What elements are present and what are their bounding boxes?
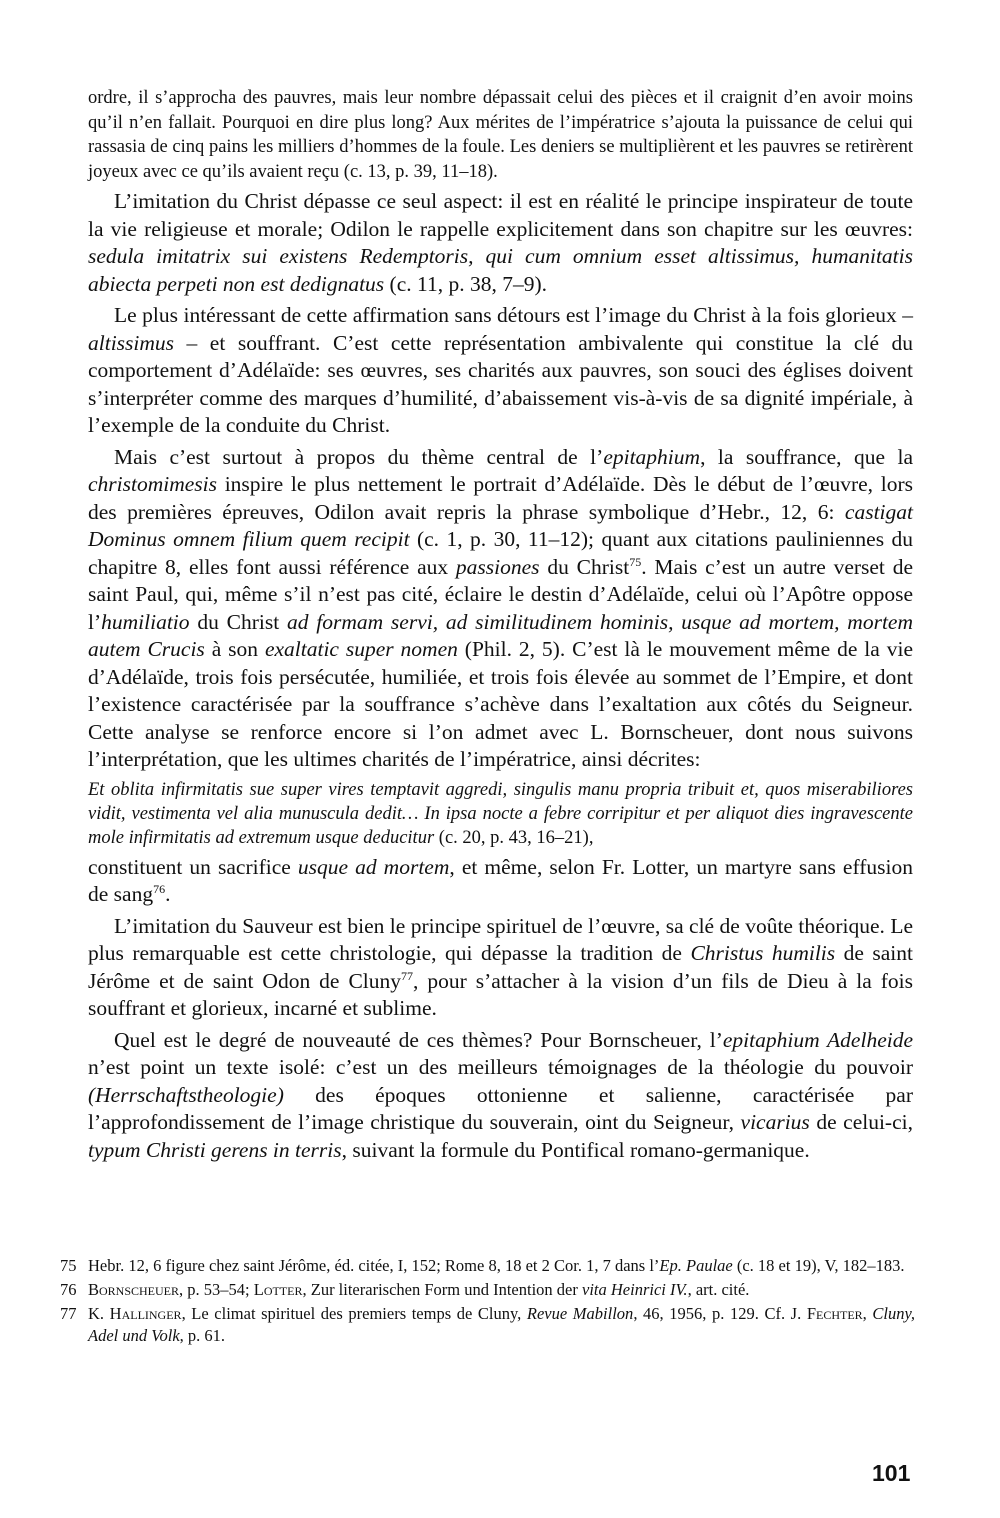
text-run: , suivant la formule du Pontifical romano-germanique. xyxy=(341,1137,810,1162)
text-run: , xyxy=(862,1304,873,1323)
text-run: (c. 1, p. 30, 11–12); quant aux citations pauliniennes du chapitre 8, elles font aussi référence aux xyxy=(88,527,913,579)
text-run: de saint Jérôme et de saint Odon de Cluny xyxy=(88,941,914,993)
footnote-text xyxy=(88,1303,915,1347)
text-run: (Phil. 2, 5). C’est là le mouvement même de la vie d’Adélaïde, trois fois persécutée, humiliée, et trois fois élevée au sommet de l’Empire, et dont l’existence caractérisée par la souffrance s’achève dans l’exaltation aux côtés du Seigneur. Cette analyse se renforce encore si l’on admet avec L. Bornscheuer, dont nous suivons l’interprétation, que les ultimes charités de l’impératrice, ainsi décrites: xyxy=(88,637,913,771)
italic-run: usque ad mortem xyxy=(297,854,450,879)
text-run: (c. 18 et 19), V, 182–183. xyxy=(732,1256,905,1275)
text-run: des époques ottonienne et salienne, caractérisée par l’approfondissement de l’image christique du souverain, oint du Seigneur, xyxy=(88,1082,913,1134)
italic-run: christomimesis xyxy=(88,472,217,496)
text-run: – et souffrant. C’est cette représentation ambivalente qui constitue la clé du comportement d’Adélaïde: ses œuvres, ses charités aux pauvres, son souci des églises doivent s’interpréter comme des marques d’humilité, d’abaissement vis-à-vis de sa dignité impériale, à l’exemple de la conduite du Christ. xyxy=(88,330,913,437)
paragraph-sacrifice xyxy=(88,854,913,909)
italic-run: altissimus xyxy=(88,330,175,355)
text-run: inspire le plus nettement le portrait d’Adélaïde. Dès le début de l’œuvre, lors des premières épreuves, Odilon avait repris la phrase symbolique d’Hebr., 12, 6: xyxy=(88,472,913,524)
text-run: , Zur literarischen Form und Intention der xyxy=(302,1280,582,1299)
paragraph-nouveaute xyxy=(88,1027,913,1165)
italic-run: typum Christi gerens in terris xyxy=(88,1137,342,1162)
footnote-ref: 75 xyxy=(629,554,642,569)
italic-run: humiliatio xyxy=(101,609,190,634)
italic-run: Christus humilis xyxy=(690,941,836,965)
text-run: , p. 61. xyxy=(179,1326,226,1345)
text-run: Quel est le degré de nouveauté de ces thèmes? Pour Bornscheuer, l’ xyxy=(114,1027,723,1052)
paragraph-christology xyxy=(88,913,913,1023)
text-run: , art. cité. xyxy=(687,1280,750,1299)
footnote xyxy=(60,1279,915,1301)
text-run: ordre, il s’approcha des pauvres, mais leur nombre dépassait celui des pièces et il craignit d’en avoir moins qu’il n’en fallait. Pourquoi en dire plus long? Aux mérites de l’impératrice s’ajouta la puissance de celui qui rassasia de cinq pains les milliers d’hommes de la foule. Les deniers se multiplièrent et les pauvres se retirèrent joyeux avec ce qu’ils avaient reçu (c. 13, p. 39, 11–18). xyxy=(88,88,913,182)
text-run: (c. 11, p. 38, 7–9). xyxy=(384,271,547,296)
paragraph-epitaphium xyxy=(88,444,913,774)
text-run: , Le climat spirituel des premiers temps de Cluny, xyxy=(181,1304,527,1323)
text-run: Et oblita infirmitatis sue super vires temptavit aggredi, singulis manu propria tribuit et, quos miserabiliores vidit, vestimenta vel alia munuscula dedit… In ipsa nocte a febre corripitur et per aliquot dies ingravescente mole infirmitatis ad extremum usque deducitur xyxy=(88,779,913,848)
footnote-number: 75 xyxy=(60,1256,77,1275)
text-run: Le plus intéressant de cette affirmation sans détours est l’image du Christ à la fois glorieux – xyxy=(114,303,913,327)
text-run: , p. 53–54; xyxy=(179,1280,254,1299)
footnote-number: 76 xyxy=(60,1280,77,1299)
italic-run: ad formam servi, ad similitudinem hominis, usque ad mortem, mortem autem Crucis xyxy=(88,609,913,661)
footnote xyxy=(60,1255,915,1277)
text-run: , pour s’attacher à la vision d’un fils de Dieu à la fois souffrant et glorieux, incarné et sublime. xyxy=(88,968,913,1020)
text-run: du Christ xyxy=(189,609,287,634)
footnotes xyxy=(60,1255,915,1349)
text-run: , 46, 1956, p. 129. Cf. J. xyxy=(633,1304,807,1323)
author-name: Bornscheuer xyxy=(88,1280,180,1299)
italic-run: vita Heinrici IV. xyxy=(582,1280,688,1299)
italic-run: Cluny, Adel und Volk xyxy=(88,1304,916,1345)
author-name: Hallinger xyxy=(109,1304,182,1323)
text-run: L’imitation du Sauveur est bien le principe spirituel de l’œuvre, sa clé de voûte théorique. Le plus remarquable est cette christologie, qui dépasse la tradition de xyxy=(88,913,913,965)
text-run: , et même, selon Fr. Lotter, un martyre sans effusion de sang xyxy=(88,854,913,906)
main-text xyxy=(88,86,913,1164)
text-run: . xyxy=(165,882,171,906)
text-run: à son xyxy=(204,637,265,661)
italic-run: passiones xyxy=(455,554,540,579)
italic-run: Revue Mabillon xyxy=(526,1304,634,1323)
text-run: de celui-ci, xyxy=(809,1110,913,1134)
footnote-ref: 77 xyxy=(401,968,414,983)
italic-run: vicarius xyxy=(740,1110,810,1134)
footnote-text xyxy=(88,1279,915,1301)
text-run: . Mais c’est un autre verset de saint Paul, qui, même s’il n’est pas cité, éclaire le destin d’Adélaïde, celui où l’Apôtre oppose l’ xyxy=(88,554,913,634)
italic-run: castigat Dominus omnem filium quem recipit xyxy=(88,499,913,551)
author-name: Fechter xyxy=(806,1304,863,1323)
italic-run: (Herrschaftstheologie) xyxy=(88,1082,284,1107)
footnote-ref: 76 xyxy=(153,881,166,896)
italic-run: epitaphium Adelheide xyxy=(722,1027,914,1052)
italic-run: Ep. Paulae xyxy=(659,1256,733,1275)
text-run: Mais c’est surtout à propos du thème central de l’ xyxy=(114,444,604,469)
footnote-number: 77 xyxy=(60,1304,77,1323)
paragraph-imitation xyxy=(88,188,913,298)
italic-run: exaltatic super nomen xyxy=(264,637,458,661)
page-number: 101 xyxy=(872,1460,911,1486)
author-name: Lotter xyxy=(253,1280,303,1299)
citation: (c. 20, p. 43, 16–21), xyxy=(434,827,594,848)
text-run: constituent un sacrifice xyxy=(88,854,298,879)
paragraph-affirmation xyxy=(88,302,913,440)
italic-run: epitaphium xyxy=(603,444,701,469)
paragraph-continuation xyxy=(88,86,913,184)
block-quote xyxy=(88,778,913,850)
text-run: L’imitation du Christ dépasse ce seul aspect: il est en réalité le principe inspirateur de toute la vie religieuse et morale; Odilon le rappelle explicitement dans son chapitre sur les œuvres: xyxy=(88,189,913,241)
footnote-text xyxy=(88,1255,915,1277)
text-run: du Christ xyxy=(539,554,630,579)
text-run: , la souffrance, que la xyxy=(700,444,913,469)
text-run: K. xyxy=(88,1304,110,1323)
text-run: n’est point un texte isolé: c’est un des meilleurs témoignages de la théologie du pouvoir xyxy=(88,1055,913,1079)
italic-run: sedula imitatrix sui existens Redemptoris, qui cum omnium esset altissimus, humanitatis abiecta perpeti non est dedignatus xyxy=(88,244,913,296)
footnote xyxy=(60,1303,915,1347)
text-run: Hebr. 12, 6 figure chez saint Jérôme, éd. citée, I, 152; Rome 8, 18 et 2 Cor. 1, 7 dans l’ xyxy=(88,1256,660,1275)
